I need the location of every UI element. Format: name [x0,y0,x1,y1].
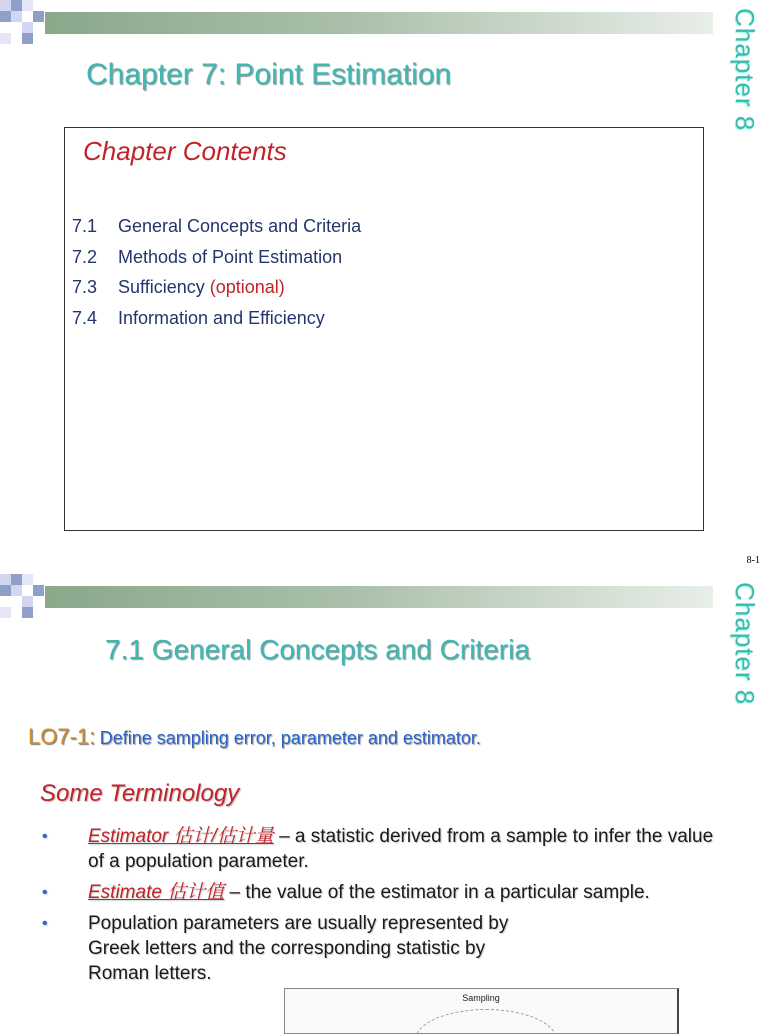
list-item [40,880,720,905]
toc-number: 7.1 [72,216,98,236]
contents-box [64,127,704,531]
bullet-icon: • [42,915,48,932]
toc-label: General Concepts and Criteria [118,216,362,236]
decor-square [0,607,11,618]
decor-square [22,33,33,44]
decor-square [22,607,33,618]
table-of-contents [72,216,361,338]
sampling-arc [415,1009,557,1034]
decor-square [11,0,22,11]
toc-optional-note: (optional) [209,277,285,297]
slide-title: 7.1 General Concepts and Criteria [105,634,530,665]
decor-square [0,574,11,585]
decor-square [11,574,22,585]
header-bar [45,586,713,608]
decor-square [22,0,33,11]
definition: – the value of the estimator in a particular sample. [224,882,650,903]
chapter-tag: Chapter 8 [730,582,760,706]
decor-square [22,574,33,585]
lo-label: LO7-1: [28,724,96,749]
slide-title: Chapter 7: Point Estimation [86,58,452,91]
chapter-tag: Chapter 8 [730,8,760,132]
contents-heading: Chapter Contents [83,136,287,166]
toc-number: 7.3 [72,277,98,297]
bullet-icon: • [42,884,48,901]
lo-text: Define sampling error, parameter and estimator. [99,728,481,748]
toc-label: Information and Efficiency [118,307,325,328]
decor-square [22,22,33,33]
list-item [40,824,720,874]
sampling-figure [284,988,679,1034]
decor-square [33,11,44,22]
bullet-icon: • [42,828,48,845]
decor-square [0,11,11,22]
toc-item [72,247,361,278]
decor-square [11,11,22,22]
learning-objective [28,724,481,750]
toc-label: Methods of Point Estimation [118,246,343,267]
term: Estimate 估计值 [88,882,225,903]
page-number: 8-1 [746,555,760,566]
definition: – a statistic derived from a sample to infer the value of a population parameter. [88,826,714,872]
figure-label: Sampling [462,993,500,1003]
decor-square [11,585,22,596]
decor-square [0,0,11,11]
toc-number: 7.2 [72,246,98,267]
toc-item [72,216,361,247]
toc-label: Sufficiency [118,277,205,297]
toc-number: 7.4 [72,307,98,328]
decor-square [33,585,44,596]
definition: Population parameters are usually represented by Greek letters and the corresponding statistic by Roman letters. [88,913,509,984]
decor-square [0,33,11,44]
toc-item [72,277,361,308]
toc-item [72,308,361,339]
slide-2 [0,574,768,1024]
bullet-list [40,824,720,992]
header-bar [45,12,713,34]
decor-square [0,585,11,596]
term: Estimator 估计/估计量 [88,826,274,847]
section-heading: Some Terminology [40,780,240,807]
decor-square [22,596,33,607]
list-item [40,911,518,986]
